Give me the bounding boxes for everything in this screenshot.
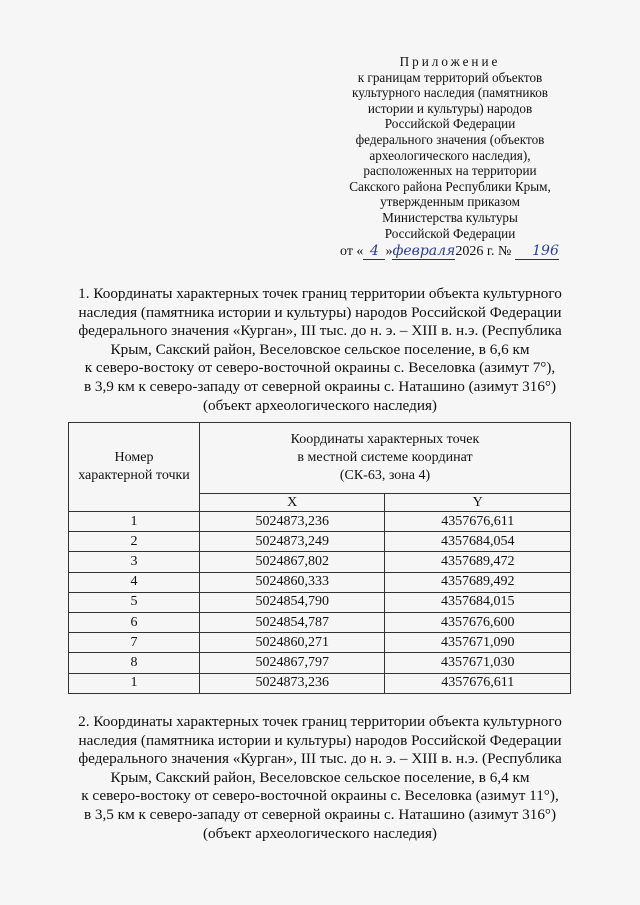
- appendix-line: расположенных на территории: [363, 163, 537, 179]
- point-number-cell: 2: [69, 532, 200, 552]
- y-value-cell: 4357676,600: [385, 612, 571, 632]
- y-value-cell: 4357689,472: [385, 552, 571, 572]
- point-number-cell: 1: [69, 673, 200, 693]
- order-date-line: [340, 243, 559, 260]
- heading-line: наследия (памятника истории и культуры) народов Российской Федерации: [78, 731, 562, 749]
- table-row: [69, 653, 571, 673]
- point-number-cell: 5: [69, 592, 200, 612]
- x-value-cell: 5024873,249: [200, 532, 385, 552]
- heading-line: к северо-востоку от северо-восточной окраины с. Веселовка (азимут 11°),: [81, 787, 559, 805]
- header-line: Координаты характерных точек: [290, 432, 480, 447]
- point-number-cell: 4: [69, 572, 200, 592]
- table-row: [69, 512, 571, 532]
- table-row: [69, 552, 571, 572]
- year-text: 2026 г. №: [455, 244, 512, 259]
- heading-line: 2. Координаты характерных точек границ территории объекта культурного: [78, 713, 562, 730]
- table-row: [69, 612, 571, 632]
- point-number-cell: 7: [69, 633, 200, 653]
- heading-line: Крым, Сакский район, Веселовское сельское поселение, в 6,4 км: [110, 768, 530, 786]
- appendix-line: культурного наследия (памятников: [351, 85, 549, 101]
- appendix-line: археологического наследия),: [369, 147, 531, 163]
- section-2-heading: [50, 713, 590, 843]
- heading-line: к северо-востоку от северо-восточной окраины с. Веселовка (азимут 7°),: [84, 359, 556, 377]
- heading-line: в 3,5 км к северо-западу от северной окраины с. Наташино (азимут 316°): [83, 805, 557, 823]
- handwritten-day: 4: [363, 243, 385, 260]
- table-row: [69, 532, 571, 552]
- header-line: Номер: [114, 450, 154, 465]
- point-number-cell: 6: [69, 612, 200, 632]
- appendix-line: федерального значения (объектов: [355, 131, 545, 147]
- appendix-line: истории и культуры) народов: [367, 100, 533, 116]
- header-line: характерной точки: [78, 468, 190, 483]
- x-value-cell: 5024854,790: [200, 592, 385, 612]
- appendix-line: Сакского района Республики Крым,: [349, 178, 551, 194]
- header-line: (СК-63, зона 4): [339, 468, 431, 483]
- date-prefix: от «: [340, 244, 364, 259]
- col-x-header: X: [200, 494, 385, 512]
- appendix-line: Министерства культуры: [382, 209, 518, 225]
- appendix-line: утвержденным приказом: [380, 194, 520, 210]
- x-value-cell: 5024860,333: [200, 572, 385, 592]
- table-row: [69, 633, 571, 653]
- section-1-heading: [50, 285, 590, 415]
- col-point-number-header: [69, 423, 200, 512]
- x-value-cell: 5024854,787: [200, 612, 385, 632]
- table-row: [69, 592, 571, 612]
- appendix-line: к границам территорий объектов: [357, 69, 543, 85]
- x-value-cell: 5024867,797: [200, 653, 385, 673]
- heading-line: федерального значения «Курган», III тыс. до н. э. – XIII в. н.э. (Республика: [78, 322, 562, 340]
- date-sep: »: [385, 244, 393, 259]
- y-value-cell: 4357689,492: [385, 572, 571, 592]
- point-number-cell: 1: [69, 512, 200, 532]
- y-value-cell: 4357684,054: [385, 532, 571, 552]
- heading-line: Крым, Сакский район, Веселовское сельское поселение, в 6,6 км: [110, 340, 530, 358]
- point-number-cell: 3: [69, 552, 200, 572]
- heading-line: (объект археологического наследия): [203, 824, 437, 842]
- y-value-cell: 4357671,090: [385, 633, 571, 653]
- col-y-header: Y: [385, 494, 571, 512]
- header-line: в местной системе координат: [297, 450, 473, 465]
- heading-line: федерального значения «Курган», III тыс. до н. э. – XIII в. н.э. (Республика: [78, 750, 562, 768]
- y-value-cell: 4357676,611: [385, 512, 571, 532]
- appendix-line: Российской Федерации: [384, 225, 516, 241]
- x-value-cell: 5024873,236: [200, 512, 385, 532]
- y-value-cell: 4357671,030: [385, 653, 571, 673]
- x-value-cell: 5024873,236: [200, 673, 385, 693]
- appendix-title: Приложение: [399, 54, 501, 69]
- x-value-cell: 5024867,802: [200, 552, 385, 572]
- heading-line: 1. Координаты характерных точек границ территории объекта культурного: [78, 285, 562, 302]
- col-coordinates-header: [200, 423, 571, 494]
- point-number-cell: 8: [69, 653, 200, 673]
- appendix-line: Российской Федерации: [384, 116, 516, 132]
- x-value-cell: 5024860,271: [200, 633, 385, 653]
- handwritten-number: 196: [515, 243, 559, 260]
- y-value-cell: 4357684,015: [385, 592, 571, 612]
- y-value-cell: 4357676,611: [385, 673, 571, 693]
- handwritten-month: февраля: [392, 243, 456, 259]
- table-row: [69, 572, 571, 592]
- table-row: [69, 673, 571, 693]
- heading-line: в 3,9 км к северо-западу от северной окраины с. Наташино (азимут 316°): [83, 377, 557, 395]
- heading-line: (объект археологического наследия): [203, 396, 437, 414]
- coordinates-table: [68, 422, 571, 694]
- heading-line: наследия (памятника истории и культуры) народов Российской Федерации: [78, 303, 562, 321]
- appendix-header: [320, 54, 580, 241]
